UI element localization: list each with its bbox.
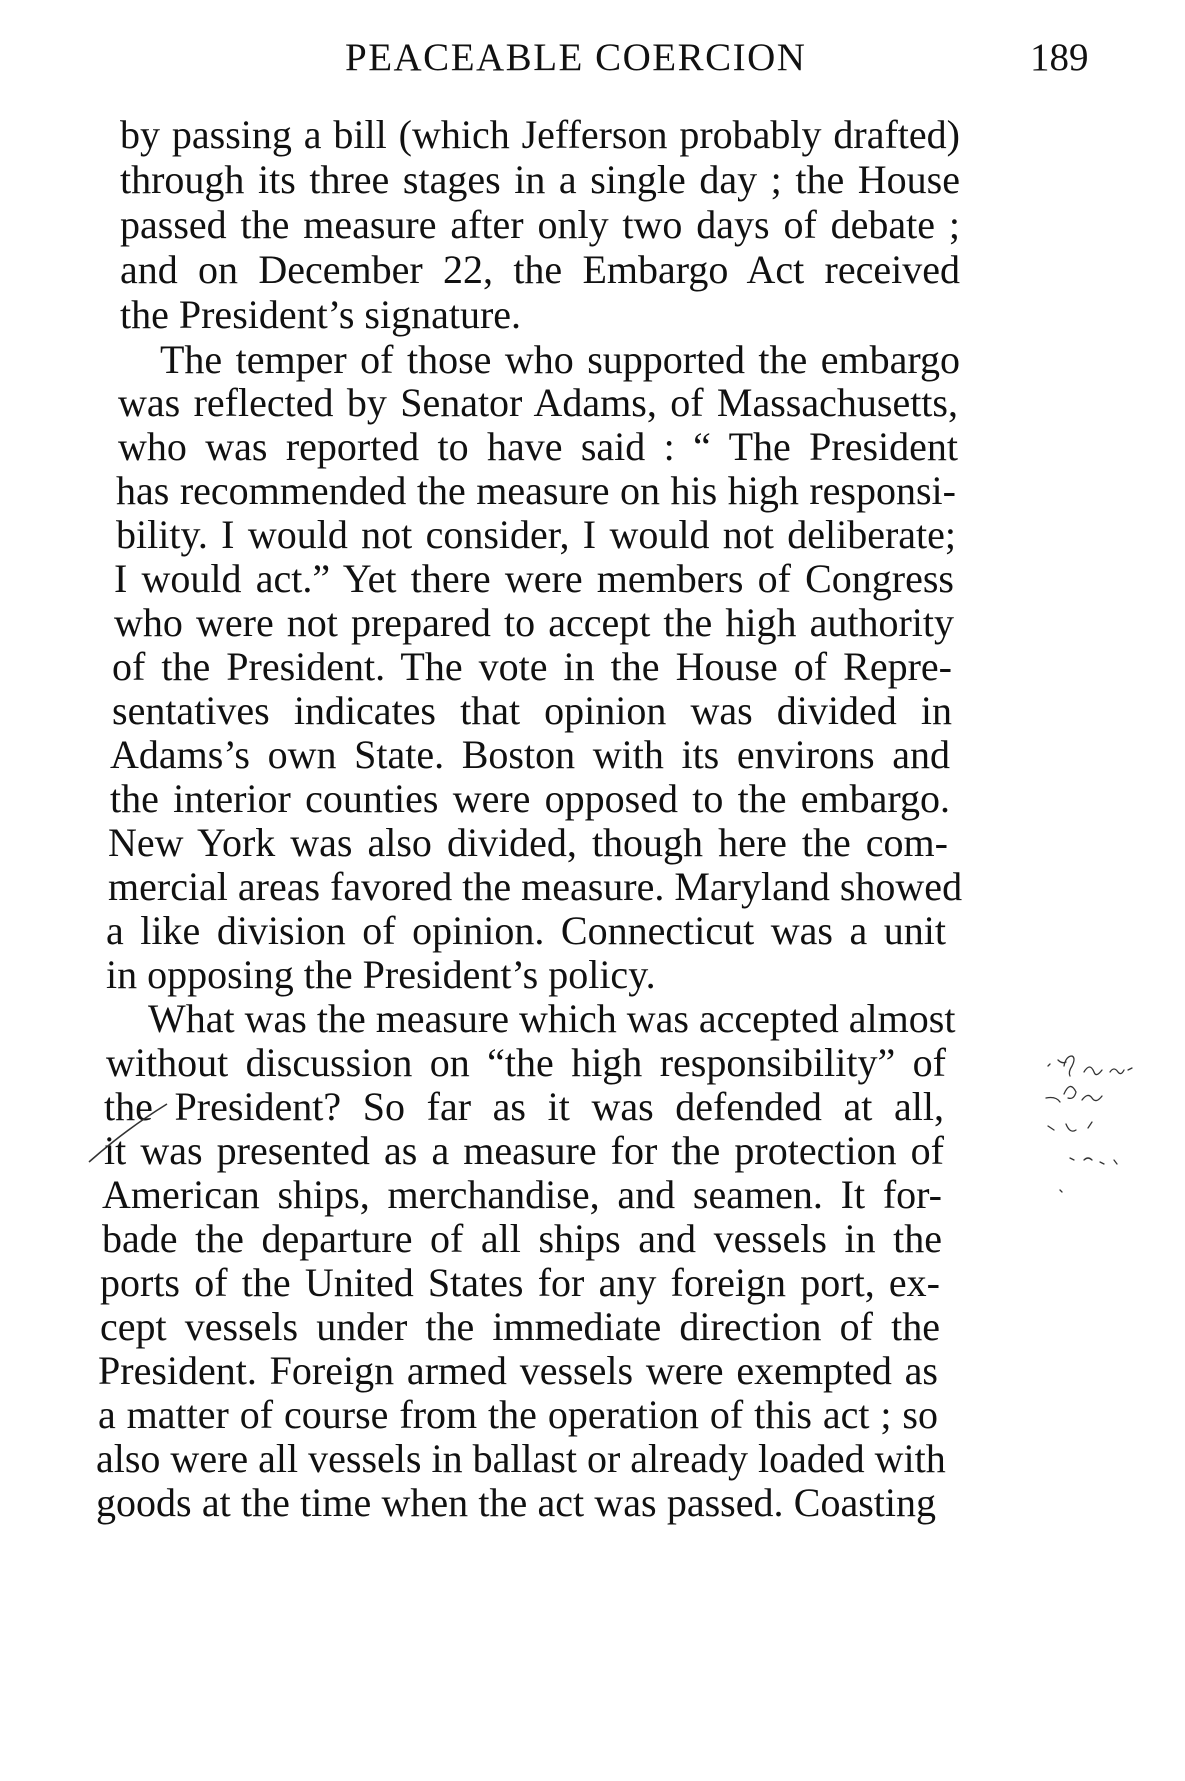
text-line: also were all vessels in ballast or already loaded with (96, 1436, 946, 1481)
text-line: mercial areas favored the measure. Maryland showed (108, 864, 963, 909)
text-line: who were not prepared to accept the high authority (114, 600, 954, 645)
text-line: I would act.” Yet there were members of Congress (114, 556, 954, 601)
text-line: American ships, merchandise, and seamen. It for- (102, 1172, 942, 1217)
text-line: it was presented as a measure for the protection of (104, 1128, 944, 1173)
text-line: by passing a bill (which Jefferson probably drafted) (120, 112, 960, 157)
text-line: through its three stages in a single day ; the House (120, 157, 960, 202)
text-line: passed the measure after only two days of debate ; (120, 202, 960, 247)
text-line: a matter of course from the operation of this act ; so (98, 1392, 938, 1437)
text-line: goods at the time when the act was passed. Coasting (96, 1480, 936, 1525)
text-line: without discussion on “the high responsibility” of (106, 1040, 946, 1085)
page-number: 189 (1030, 36, 1089, 79)
text-line: cept vessels under the immediate direction of the (100, 1304, 940, 1349)
text-line: was reflected by Senator Adams, of Massachusetts, (118, 380, 958, 425)
running-head (0, 28, 1185, 88)
text-line: What was the measure which was accepted almost (148, 996, 956, 1041)
text-line: bade the departure of all ships and vessels in the (102, 1216, 942, 1261)
text-line: bility. I would not consider, I would not deliberate; (116, 512, 956, 557)
handwritten-note-icon (1040, 1050, 1170, 1220)
text-line: and on December 22, the Embargo Act received (120, 247, 960, 292)
pencil-slash-icon (85, 1100, 175, 1170)
text-line: the interior counties were opposed to the embargo. (110, 776, 950, 821)
text-line: sentatives indicates that opinion was divided in (112, 688, 952, 733)
text-line: President. Foreign armed vessels were exempted as (98, 1348, 938, 1393)
text-line: the President? So far as it was defended at all, (104, 1084, 944, 1129)
text-line: the President’s signature. (120, 292, 522, 337)
text-line: New York was also divided, though here the com- (108, 820, 948, 865)
text-line: of the President. The vote in the House of Repre- (112, 644, 952, 689)
text-line: The temper of those who supported the embargo (160, 337, 960, 382)
running-title: PEACEABLE COERCION (345, 36, 807, 79)
text-line: who was reported to have said : “ The President (118, 424, 958, 469)
text-line: ports of the United States for any foreign port, ex- (100, 1260, 940, 1305)
text-line: a like division of opinion. Connecticut was a unit (106, 908, 946, 953)
text-line: has recommended the measure on his high responsi- (116, 468, 956, 513)
text-line: in opposing the President’s policy. (106, 952, 656, 997)
text-line: Adams’s own State. Boston with its environs and (110, 732, 950, 777)
